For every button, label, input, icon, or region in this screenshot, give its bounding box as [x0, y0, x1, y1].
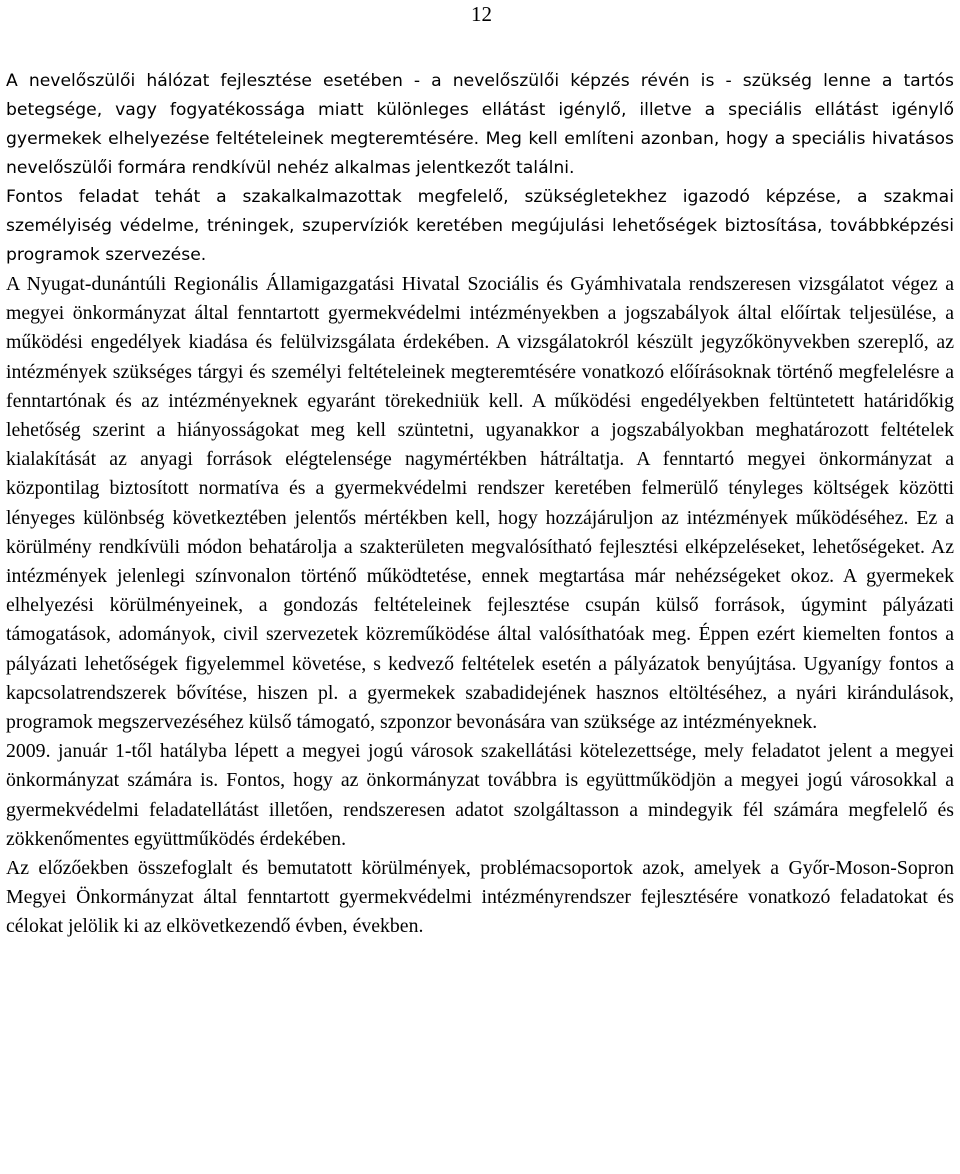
paragraph-summary: Az előzőekben összefoglalt és bemutatott körülmények, problémacsoportok azok, amelyek a Győr-Moson-Sopron Megyei Önkormányzat által fenntartott gyermekvédelmi intézményrendszer fejlesztésére vonatkozó feladatokat és célokat jelölik ki az elkövetkezendő évben, években.	[6, 857, 954, 938]
paragraph-cities-obligation: 2009. január 1-től hatályba lépett a megyei jogú városok szakellátási kötelezettsége, mely feladatot jelent a megyei önkormányzat számára is. Fontos, hogy az önkormányzat továbbra is együttműködjön a megyei jogú városokkal a gyermekvédelmi feladatellátást illetően, rendszeresen adatot szolgáltasson a mindegyik fél számára megfelelő és zökkenőmentes együttműködés érdekében.	[6, 740, 954, 850]
document-body	[6, 67, 954, 942]
paragraph-foster-network: A nevelőszülői hálózat fejlesztése esetében - a nevelőszülői képzés révén is - szükség lenne a tartós betegsége, vagy fogyatékossága miatt különleges ellátást igénylő, illetve a speciális ellátást igénylő gyermekek elhelyezése feltételeinek megteremtésére. Meg kell említeni azonban, hogy a speciális hivatásos nevelőszülői formára rendkívül nehéz alkalmas jelentkezőt találni.	[6, 71, 954, 178]
page-number: 12	[471, 2, 492, 26]
paragraph-authority-inspection: A Nyugat-dunántúli Regionális Államigazgatási Hivatal Szociális és Gyámhivatala rendszeresen vizsgálatot végez a megyei önkormányzat által fenntartott gyermekvédelmi intézményekben a jogszabályok által előírtak teljesülése, a működési engedélyek kiadása és felülvizsgálata érdekében. A vizsgálatokról készült jegyzőkönyvekben szereplő, az intézmények szükséges tárgyi és személyi feltételeinek megteremtésére vonatkozó előírásoknak történő megfelelésre a fenntartónak és az intézményeknek egyaránt törekedniük kell. A működési engedélyekben feltüntetett határidőkig lehetőség szerint a hiányosságokat meg kell szüntetni, ugyanakkor a jogszabályokban meghatározott feltételek kialakítását az anyagi források elégtelensége nagymértékben hátráltatja. A fenntartó megyei önkormányzat a központilag biztosított normatíva és a gyermekvédelmi rendszer keretében felmerülő tényleges költségek közötti lényeges különbség következtében jelentős mértékben kell, hogy hozzájáruljon az intézmények működéséhez. Ez a körülmény rendkívüli módon behatárolja a szakterületen megvalósítható fejlesztési elképzeléseket, lehetőségeket. Az intézmények jelenlegi színvonalon történő működtetése, ennek megtartása már nehézségeket okoz. A gyermekek elhelyezési körülményeinek, a gondozás feltételeinek fejlesztése csupán külső források, úgymint pályázati támogatások, adományok, civil szervezetek közreműködése által valósíthatóak meg. Éppen ezért kiemelten fontos a pályázati lehetőségek figyelemmel követése, s kedvező feltételek esetén a pályázatok benyújtása. Ugyanígy fontos a kapcsolatrendszerek bővítése, hiszen pl. a gyermekek szabadidejének hasznos eltöltéséhez, a nyári kirándulások, programok megszervezéséhez külső támogató, szponzor bevonására van szüksége az intézményeknek.	[6, 273, 954, 734]
paragraph-staff-training: Fontos feladat tehát a szakalkalmazottak megfelelő, szükségletekhez igazodó képzése, a szakmai személyiség védelme, tréningek, szupervíziók keretében megújulási lehetőségek biztosítása, továbbképzési programok szervezése.	[6, 187, 954, 265]
